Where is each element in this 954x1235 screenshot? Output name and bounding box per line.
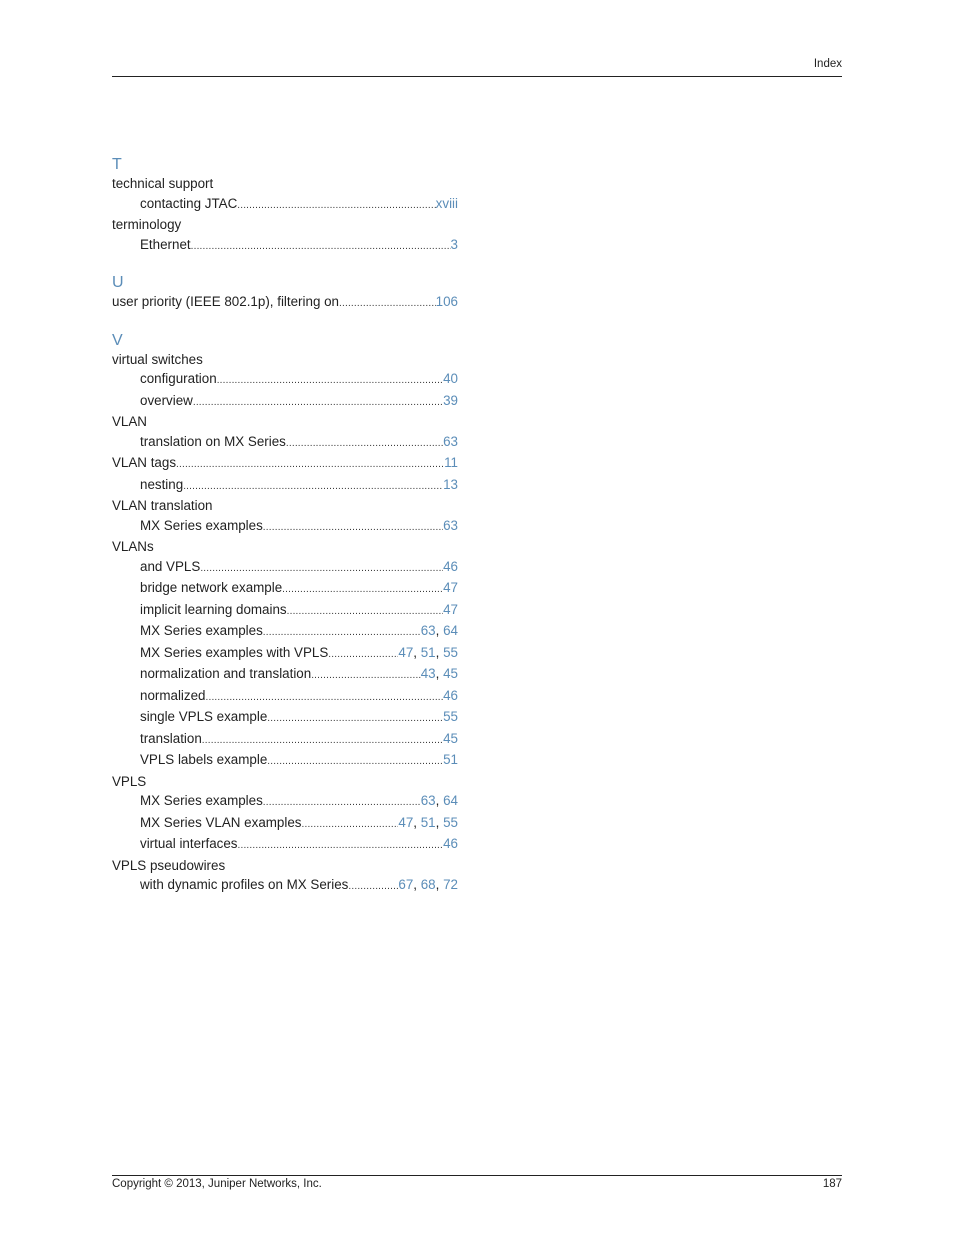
dot-leader: [287, 600, 443, 622]
page-refs: [436, 194, 458, 214]
index-term: user priority (IEEE 802.1p), filtering on: [112, 294, 340, 309]
dot-leader: [200, 557, 443, 579]
footer-copyright: Copyright © 2013, Juniper Networks, Inc.: [112, 1178, 322, 1190]
page-link[interactable]: 47: [398, 814, 414, 830]
index-section: [112, 331, 458, 897]
page-link[interactable]: 47: [443, 601, 458, 617]
page-link[interactable]: 47: [398, 644, 414, 660]
page-separator: ,: [435, 877, 444, 892]
index-subentry: [112, 643, 458, 665]
page-refs: [443, 600, 458, 620]
index-entry: [112, 453, 458, 475]
index-subentry: [112, 391, 458, 413]
page-link[interactable]: 45: [443, 730, 458, 746]
dot-leader: [267, 750, 443, 772]
index-subentry: [112, 834, 458, 856]
page-separator: ,: [435, 623, 444, 638]
page-refs: [443, 686, 458, 706]
dot-leader: [328, 643, 398, 665]
page-refs: [443, 750, 458, 770]
page-link[interactable]: 13: [443, 476, 458, 492]
header-rule: [112, 76, 842, 77]
index-subentry: [112, 369, 458, 391]
dot-leader: [191, 235, 451, 257]
index-entry: [112, 215, 458, 235]
running-header: Index: [813, 58, 842, 70]
index-subentry: [112, 813, 458, 835]
page-link[interactable]: 63: [420, 793, 436, 808]
index-subentry: [112, 791, 458, 813]
page-link[interactable]: xviii: [435, 195, 458, 211]
index-term: normalization and translation: [140, 666, 312, 681]
page-link[interactable]: 3: [450, 236, 458, 252]
dot-leader: [176, 453, 444, 475]
page-refs: [443, 729, 458, 749]
index-subentry: [112, 432, 458, 454]
page-separator: ,: [413, 644, 421, 660]
page-link[interactable]: 55: [443, 814, 458, 830]
page-link[interactable]: 51: [443, 752, 458, 767]
page-refs: [421, 664, 458, 684]
index-subentry: [112, 621, 458, 643]
dot-leader: [302, 813, 399, 835]
index-term: terminology: [112, 217, 182, 232]
page-link[interactable]: 106: [435, 294, 458, 309]
index-term: MX Series VLAN examples: [140, 814, 302, 830]
page-link[interactable]: 51: [420, 644, 436, 660]
page-link[interactable]: 46: [443, 558, 458, 574]
page-link[interactable]: 72: [443, 877, 458, 892]
index-entry: [112, 350, 458, 370]
index-term: MX Series examples: [140, 793, 263, 808]
dot-leader: [238, 834, 444, 856]
index-term: nesting: [140, 476, 184, 492]
section-letter: T: [112, 156, 122, 173]
page-link[interactable]: 46: [443, 687, 458, 703]
index-subentry: [112, 194, 458, 216]
index-term: technical support: [112, 176, 214, 191]
page-separator: ,: [435, 793, 444, 808]
page-refs: [398, 875, 458, 895]
page-refs: [398, 643, 458, 663]
page-link[interactable]: 68: [420, 877, 436, 892]
dot-leader: [311, 664, 421, 686]
page-refs: [443, 516, 458, 536]
index-term: VLAN tags: [112, 455, 177, 470]
page-refs: [421, 791, 458, 811]
dot-leader: [282, 578, 443, 600]
page-separator: ,: [413, 814, 421, 830]
dot-leader: [267, 707, 443, 729]
index-subentry: [112, 516, 458, 538]
index-section: [112, 273, 458, 314]
index-term: Ethernet: [140, 236, 191, 252]
index-subentry: [112, 578, 458, 600]
index-entry: [112, 496, 458, 516]
section-letter: V: [112, 331, 123, 349]
page-refs: [443, 834, 458, 854]
index-term: configuration: [140, 371, 217, 386]
page-link[interactable]: 55: [443, 644, 458, 660]
dot-leader: [263, 621, 421, 643]
dot-leader: [193, 391, 443, 413]
index-term: single VPLS example: [140, 709, 268, 724]
index-term: contacting JTAC: [140, 195, 238, 211]
page-refs: [443, 369, 458, 389]
dot-leader: [286, 432, 443, 454]
index-term: VPLS labels example: [140, 752, 268, 767]
index-entry: [112, 174, 458, 194]
index-section: [112, 155, 458, 256]
index-entry: [112, 292, 458, 314]
page-separator: ,: [435, 814, 444, 830]
page-refs: [443, 578, 458, 598]
index-term: translation: [140, 730, 202, 746]
index-entry: [112, 772, 458, 792]
index-term: virtual switches: [112, 351, 203, 367]
page-refs: [443, 432, 458, 452]
page-number: 187: [822, 1178, 842, 1190]
index-subentry: [112, 686, 458, 708]
page-link[interactable]: 51: [420, 814, 436, 830]
page-refs: [444, 453, 458, 473]
index-subentry: [112, 664, 458, 686]
page-link[interactable]: 55: [443, 709, 458, 724]
page-link[interactable]: 11: [444, 455, 458, 470]
index-term: and VPLS: [140, 558, 201, 574]
dot-leader: [183, 475, 443, 497]
page-link[interactable]: 45: [443, 666, 458, 681]
page-refs: [443, 557, 458, 577]
page-link[interactable]: 46: [443, 836, 458, 851]
index-term: VPLS pseudowires: [112, 857, 226, 873]
index-subentry: [112, 729, 458, 751]
index-subentry: [112, 235, 458, 257]
page-refs: [443, 475, 458, 495]
dot-leader: [263, 516, 443, 538]
index-term: normalized: [140, 687, 206, 703]
page-link[interactable]: 64: [443, 793, 458, 808]
index-subentry: [112, 475, 458, 497]
page-refs: [443, 707, 458, 727]
page-link[interactable]: 67: [398, 877, 414, 892]
index-term: VLANs: [112, 539, 154, 554]
dot-leader: [206, 686, 444, 708]
section-letter: U: [112, 274, 124, 291]
page-link[interactable]: 63: [443, 433, 458, 449]
index-term: VPLS: [112, 773, 147, 789]
index-term: VLAN: [112, 414, 147, 429]
index-term: overview: [140, 392, 193, 408]
index-term: bridge network example: [140, 580, 283, 595]
index-term: MX Series examples: [140, 623, 263, 638]
index-subentry: [112, 707, 458, 729]
index-term: virtual interfaces: [140, 836, 238, 851]
index-subentry: [112, 557, 458, 579]
page-separator: ,: [435, 666, 444, 681]
page-link[interactable]: 63: [420, 623, 436, 638]
dot-leader: [202, 729, 443, 751]
index-column: [112, 155, 458, 914]
page-refs: [398, 813, 458, 833]
page-link[interactable]: 63: [443, 517, 458, 533]
index-term: with dynamic profiles on MX Series: [140, 877, 349, 892]
page-separator: ,: [435, 644, 444, 660]
index-term: MX Series examples: [140, 517, 263, 533]
page-link[interactable]: 40: [443, 371, 458, 386]
page-refs: [436, 292, 458, 312]
dot-leader: [237, 194, 435, 216]
index-term: translation on MX Series: [140, 433, 286, 449]
page-refs: [421, 621, 458, 641]
index-entry: [112, 412, 458, 432]
dot-leader: [348, 875, 398, 897]
dot-leader: [263, 791, 421, 813]
dot-leader: [339, 292, 436, 314]
page-link[interactable]: 64: [443, 623, 458, 638]
index-term: VLAN translation: [112, 498, 213, 513]
index-entry: [112, 537, 458, 557]
index-subentry: [112, 875, 458, 897]
page-refs: [451, 235, 458, 255]
index-subentry: [112, 600, 458, 622]
index-term: MX Series examples with VPLS: [140, 644, 329, 660]
dot-leader: [217, 369, 443, 391]
page-link[interactable]: 39: [443, 392, 458, 408]
index-subentry: [112, 750, 458, 772]
page-link[interactable]: 47: [443, 580, 458, 595]
index-term: implicit learning domains: [140, 601, 287, 617]
index-entry: [112, 856, 458, 876]
page-link[interactable]: 43: [420, 666, 436, 681]
footer-rule: [112, 1175, 842, 1176]
page-separator: ,: [413, 877, 421, 892]
page-refs: [443, 391, 458, 411]
